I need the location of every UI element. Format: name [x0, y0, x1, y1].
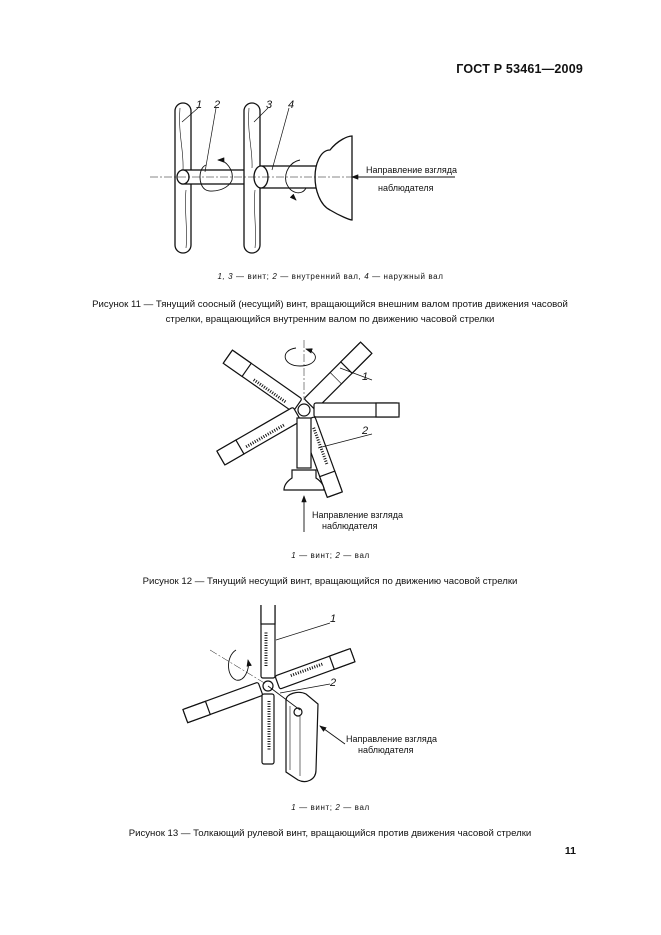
fig12-label-1: 1: [362, 371, 369, 383]
fig11-label-3: 3: [266, 99, 273, 111]
figure-12-legend: 1 — винт; 2 — вал: [291, 551, 370, 560]
figure-11-legend: 1, 3 — винт; 2 — внутренний вал, 4 — наружный вал: [217, 272, 444, 281]
figure-12-caption: Рисунок 12 — Тянущий несущий винт, вращающийся по движению часовой стрелки: [142, 576, 518, 587]
blade-right: [314, 403, 399, 417]
figure-13-caption: Рисунок 13 — Толкающий рулевой винт, вращающийся против движения часовой стрелки: [128, 828, 532, 839]
figure-12-drawing: [0, 338, 661, 533]
shaft-housing: [286, 692, 318, 781]
blade-right: [275, 649, 355, 690]
fig11-label-2: 2: [214, 99, 221, 111]
fig13-view-direction-line2: наблюдателя: [358, 745, 414, 755]
blade-lower-left: [217, 407, 301, 465]
fig11-view-direction-line1: Направление взгляда: [366, 165, 457, 175]
figure-11-drawing: [0, 90, 661, 260]
figure-11-caption: Рисунок 11 — Тянущий соосный (несущий) винт, вращающийся внешним валом против движения часовой стрелки, вращающийся внутренним валом по движению часовой стрелки: [92, 299, 568, 325]
fig11-view-direction-line2: наблюдателя: [378, 183, 434, 193]
hub-dome: [315, 136, 352, 220]
document-header: ГОСТ Р 53461—2009: [456, 62, 583, 76]
fig12-view-direction-line1: Направление взгляда: [312, 510, 403, 520]
fig12-label-2: 2: [362, 425, 369, 437]
fig13-label-1: 1: [330, 613, 337, 625]
figure-13-legend: 1 — винт; 2 — вал: [291, 803, 370, 812]
blade-left: [183, 682, 263, 723]
fig13-label-2: 2: [330, 677, 337, 689]
fig13-view-direction-line1: Направление взгляда: [346, 734, 437, 744]
fig12-view-direction-line2: наблюдателя: [322, 521, 378, 531]
blade-upper-left: [223, 350, 302, 412]
rotor-hub: [298, 404, 310, 416]
blade-top: [261, 605, 275, 678]
fig11-label-1: 1: [196, 99, 203, 111]
page-number: 11: [564, 845, 576, 857]
fig11-label-4: 4: [288, 99, 295, 111]
blade-bottom: [262, 694, 274, 764]
figure-13-drawing: [0, 605, 661, 795]
